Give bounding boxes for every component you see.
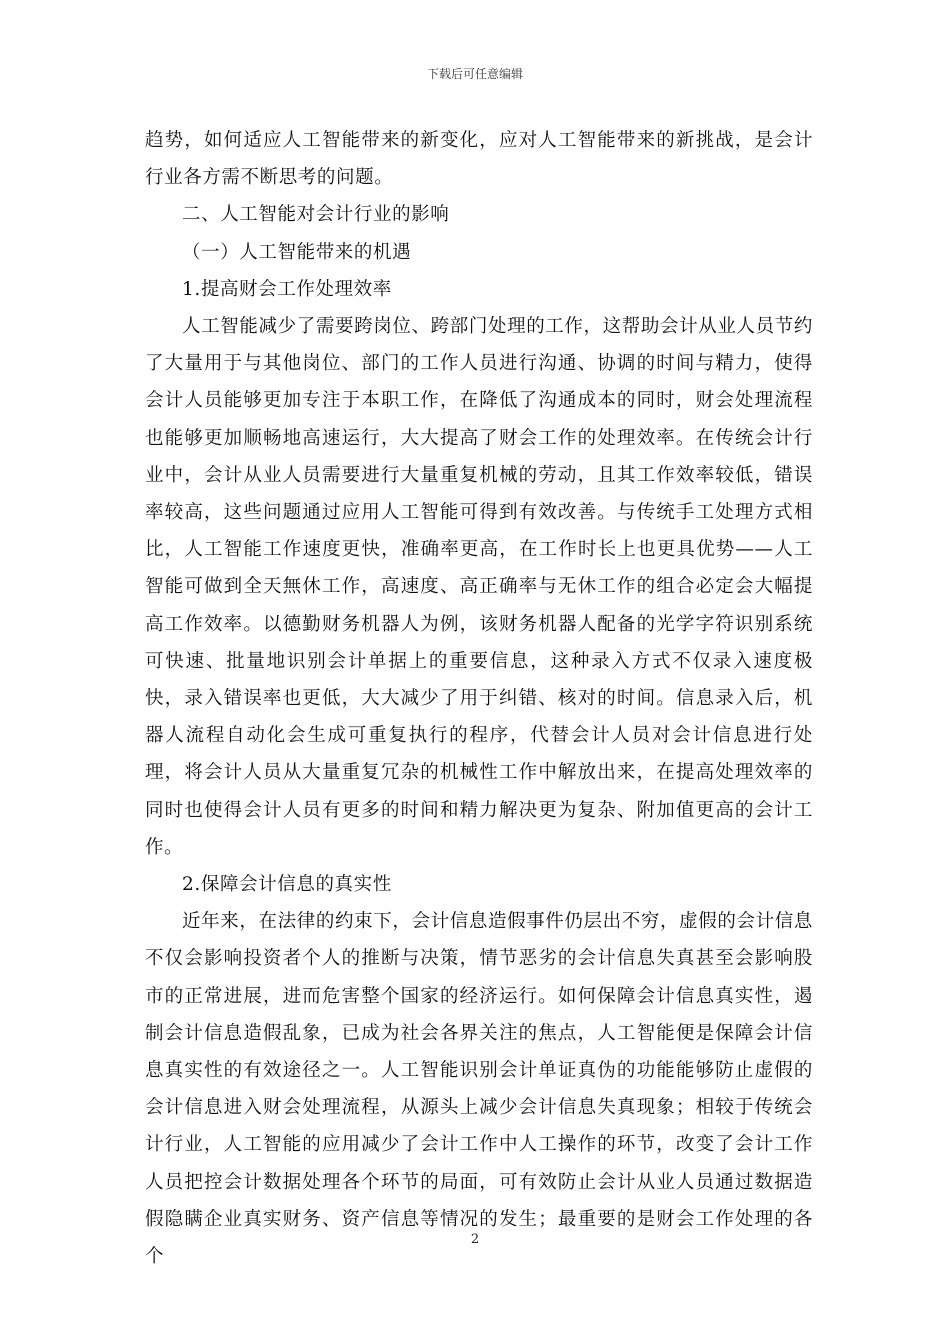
item-heading-authenticity: 2.保障会计信息的真实性 [182,874,392,896]
paragraph-efficiency: 人工智能减少了需要跨岗位、跨部门处理的工作，这帮助会计从业人员节约了大量用于与其他岗位、部门的工作人员进行沟通、协调的时间与精力，使得会计人员能够更加专注于本职工作，在降低了沟通成本的同时，财会处理流程也能够更加顺畅地高速运行，大大提高了财会工作的处理效率。在传统会计行业中，会计从业人员需要进行大量重复机械的劳动，且其工作效率较低，错误率较高，这些问题通过应用人工智能可得到有效改善。与传统手工处理方式相比，人工智能工作速度更快，准确率更高，在工作时长上也更具优势——人工智能可做到全天無休工作，高速度、高正确率与无休工作的组合必定会大幅提高工作效率。以德勤财务机器人为例，该财务机器人配备的光学字符识别系统可快速、批量地识别会计单据上的重要信息，这种录入方式不仅录入速度极快，录入错误率也更低，大大减少了用于纠错、核对的时间。信息录入后，机器人流程自动化会生成可重复执行的程序，代替会计人员对会计信息进行处理，将会计人员从大量重复冗杂的机械性工作中解放出来，在提高处理效率的同时也使得会计人员有更多的时间和精力解决更为复杂、附加值更高的会计工作。 [145,316,813,858]
document-body [145,122,813,1275]
subsection-heading: （一）人工智能带来的机遇 [182,241,412,263]
paragraph-authenticity: 近年来，在法律的约束下，会计信息造假事件仍层出不穷，虚假的会计信息不仅会影响投资者个人的推断与决策，情节恶劣的会计信息失真甚至会影响股市的正常进展，进而危害整个国家的经济运行。如何保障会计信息真实性，遏制会计信息造假乱象，已成为社会各界关注的焦点，人工智能便是保障会计信息真实性的有效途径之一。人工智能识别会计单证真伪的功能能够防止虚假的会计信息进入财会处理流程，从源头上减少会计信息失真现象；相较于传统会计行业，人工智能的应用减少了会计工作中人工操作的环节，改变了会计工作人员把控会计数据处理各个环节的局面，可有效防止会计从业人员通过数据造假隐瞒企业真实财务、资产信息等情况的发生；最重要的是财会工作处理的各个 [145,911,813,1268]
section-heading: 二、人工智能对会计行业的影响 [182,204,450,226]
paragraph-continuation: 趋势，如何适应人工智能带来的新变化，应对人工智能带来的新挑战，是会计行业各方需不断思考的问题。 [145,130,813,189]
page-header: 下载后可任意编辑 [426,67,523,81]
item-heading-efficiency: 1.提高财会工作处理效率 [182,278,392,300]
page-number: 2 [470,1232,480,1247]
